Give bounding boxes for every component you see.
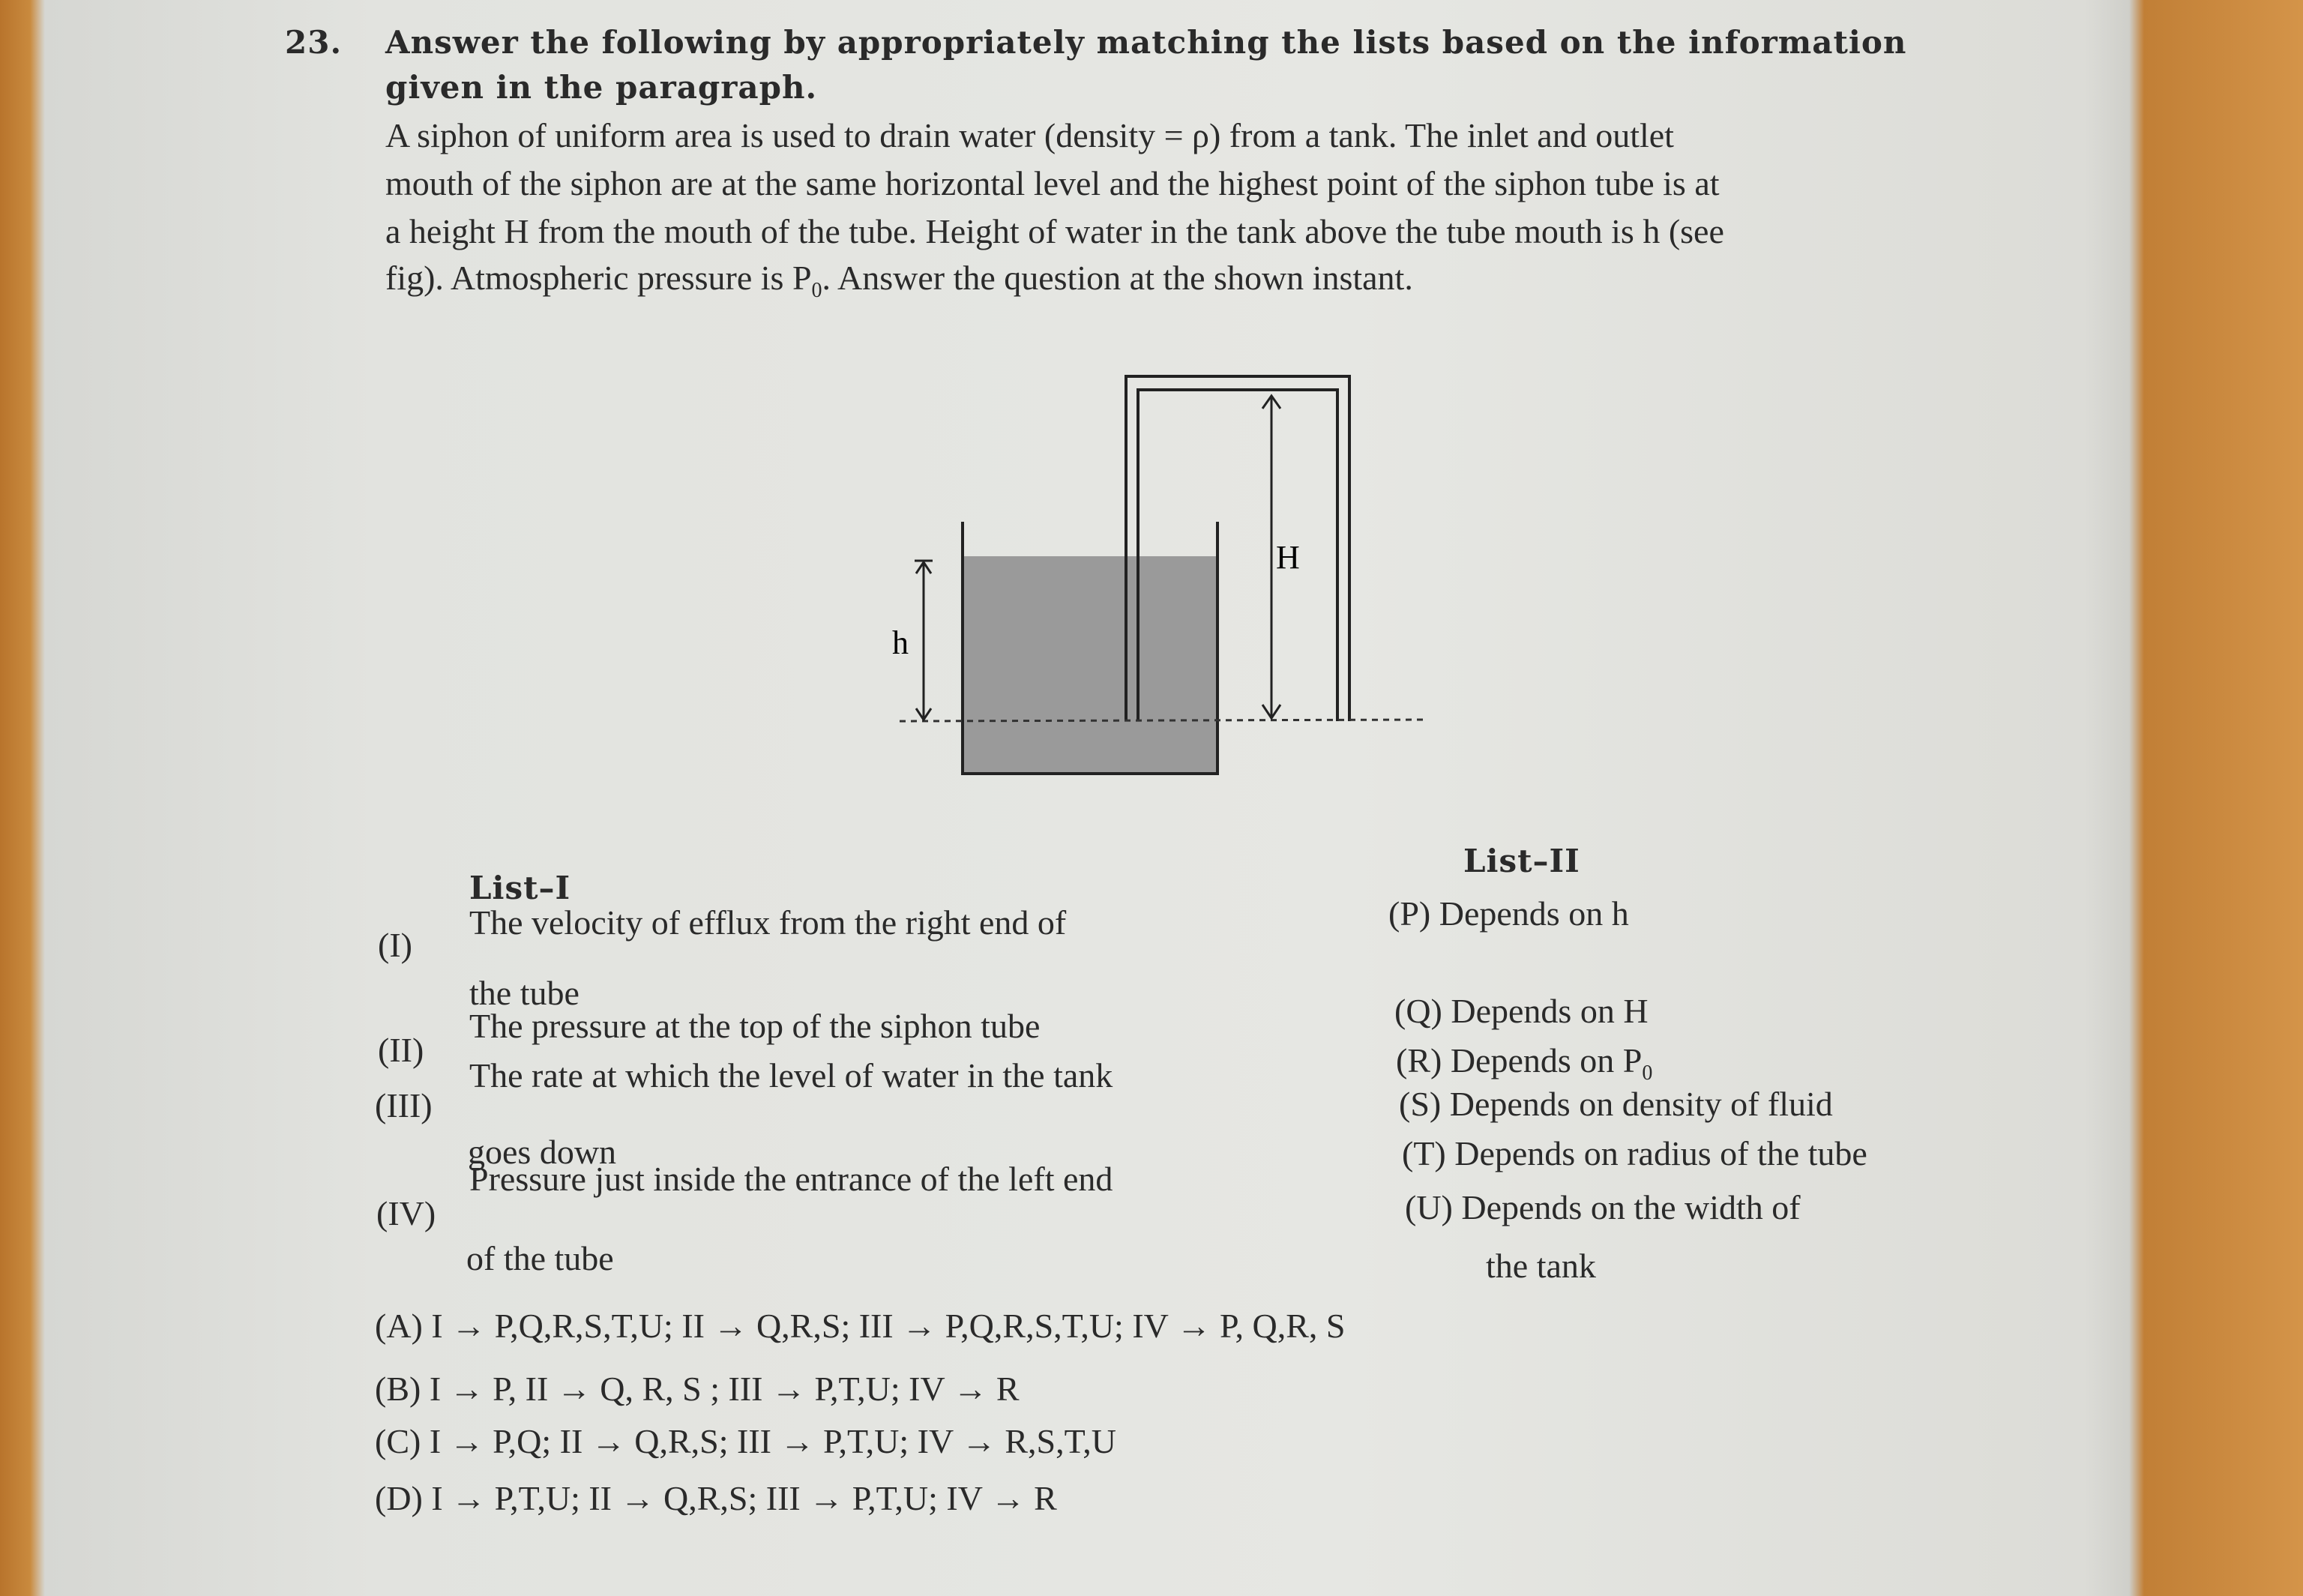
list2-item: (P) Depends on h xyxy=(1388,894,1629,933)
h-label: h xyxy=(892,624,909,661)
list2-item: (R) Depends on $P_0$ xyxy=(1396,1041,1653,1085)
list2-item: (S) Depends on density of fluid xyxy=(1399,1085,1833,1123)
paragraph-line: a height H from the mouth of the tube. Height of water in the tank above the tube mouth is h (see xyxy=(385,212,1724,250)
list2-item: (T) Depends on radius of the tube xyxy=(1402,1134,1867,1172)
paragraph-line: mouth of the siphon are at the same horizontal level and the highest point of the siphon tube is at xyxy=(385,164,1720,202)
H-label: H xyxy=(1276,539,1300,576)
list1-heading: List–I xyxy=(469,870,571,906)
list1-item: of the tube xyxy=(466,1239,614,1277)
list2-heading: List–II xyxy=(1463,843,1580,879)
list1-num: (II) xyxy=(378,1031,424,1069)
list2-item: (Q) Depends on H xyxy=(1394,992,1649,1030)
question-title-line2: given in the paragraph. xyxy=(385,69,818,106)
question-title-line1: Answer the following by appropriately matching the lists based on the information xyxy=(385,24,1907,61)
list2-item: the tank xyxy=(1486,1247,1596,1285)
list1-item: The pressure at the top of the siphon tube xyxy=(469,1007,1041,1045)
list1-item: the tube xyxy=(469,974,579,1012)
option-c: (C) I → P,Q; II → Q,R,S; III → P,T,U; IV → R,S,T,U xyxy=(375,1422,1117,1460)
paragraph-line: fig). Atmospheric pressure is $P_0$. Answer the question at the shown instant. xyxy=(385,259,1413,303)
option-d: (D) I → P,T,U; II → Q,R,S; III → P,T,U; IV → R xyxy=(375,1479,1057,1517)
list1-num: (I) xyxy=(378,926,412,964)
question-number: 23. xyxy=(285,24,343,61)
list1-item: The rate at which the level of water in the tank xyxy=(469,1056,1113,1094)
water xyxy=(964,556,1217,772)
option-b: (B) I → P, II → Q, R, S ; III → P,T,U; IV → R xyxy=(375,1370,1020,1408)
list1-item: goes down xyxy=(468,1133,617,1171)
list2-item: (U) Depends on the width of xyxy=(1405,1188,1801,1226)
list1-item: Pressure just inside the entrance of the left end xyxy=(469,1160,1113,1198)
option-a: (A) I → P,Q,R,S,T,U; II → Q,R,S; III → P,Q,R,S,T,U; IV → P, Q,R, S xyxy=(375,1307,1346,1345)
list1-num: (III) xyxy=(375,1086,433,1124)
list1-num: (IV) xyxy=(376,1194,436,1232)
list1-item: The velocity of efflux from the right end of xyxy=(469,903,1067,942)
paragraph-line: A siphon of uniform area is used to drain water (density = ρ) from a tank. The inlet and outlet xyxy=(385,116,1674,154)
